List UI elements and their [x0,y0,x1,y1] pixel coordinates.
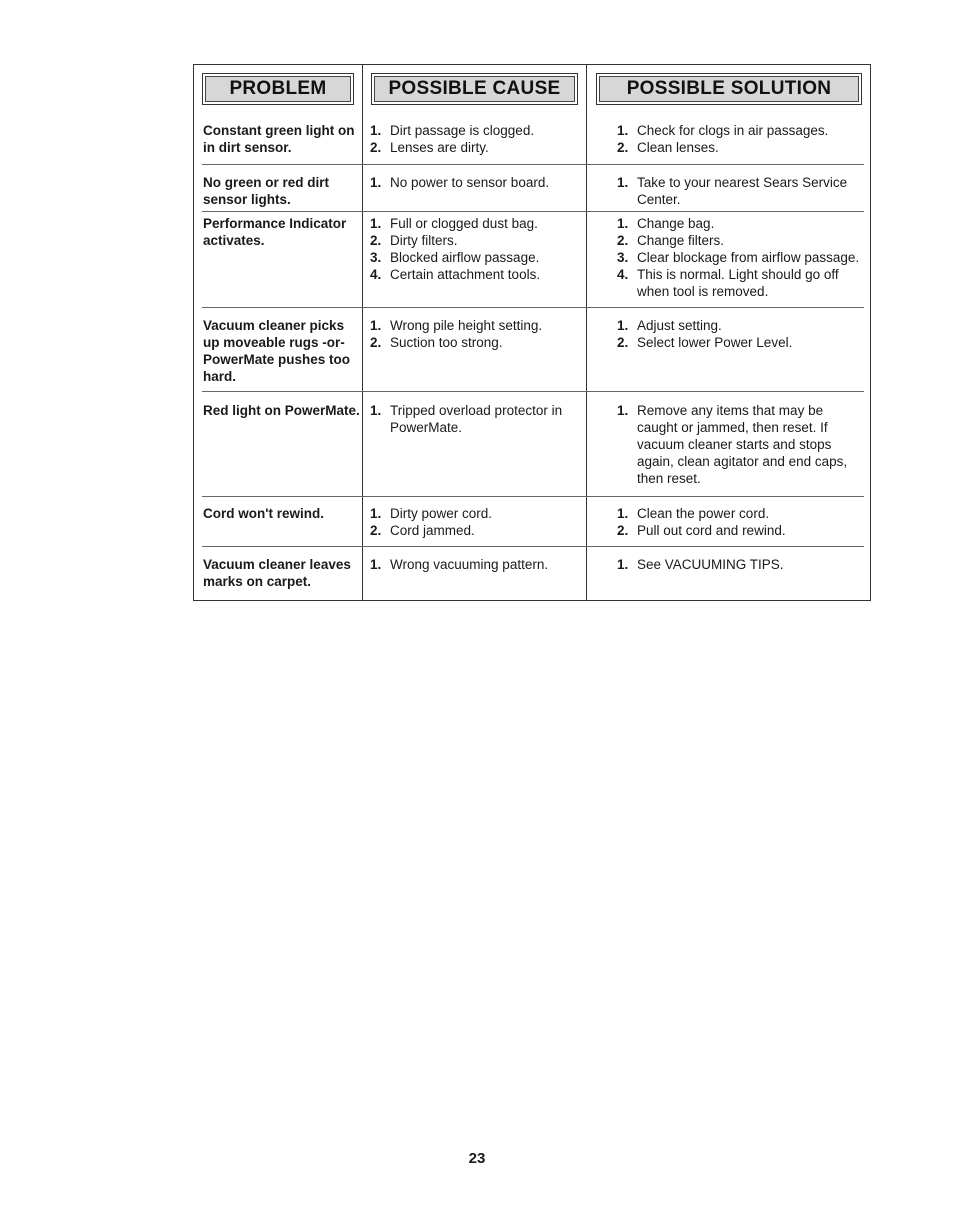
list-item: 1. Wrong pile height setting. [370,318,543,333]
list-item: 2. Select lower Power Level. [617,335,793,350]
troubleshooting-table [193,64,871,601]
problem-cell: No green or red dirt sensor lights. [203,175,330,207]
list-item: 1. No power to sensor board. [370,175,550,190]
cause-list [370,402,584,436]
problem-cell: Vacuum cleaner leaves marks on carpet. [203,557,351,589]
header-cause-label: POSSIBLE CAUSE [388,78,561,99]
cause-list [370,215,584,283]
list-item: 1. Take to your nearest Sears Service Center. [617,175,848,207]
list-item: 4. This is normal. Light should go off when tool is removed. [617,267,839,299]
problem-cell: Cord won't rewind. [203,506,324,521]
page-number: 23 [468,1150,486,1167]
list-item: 1. See VACUUMING TIPS. [617,557,784,572]
cause-list [370,505,584,539]
cause-list [370,174,584,191]
list-item: 1. Check for clogs in air passages. [617,123,829,138]
list-item: 3. Blocked airflow passage. [370,250,540,265]
list-item: 2. Pull out cord and rewind. [617,523,786,538]
header-possible-solution [596,73,862,105]
cause-list [370,317,584,351]
list-item: 2. Lenses are dirty. [370,140,489,155]
header-solution-label: POSSIBLE SOLUTION [626,78,832,99]
problem-cell: Red light on PowerMate. [203,403,360,418]
column-divider-cause [586,65,587,600]
cause-list [370,556,584,573]
list-item: 1. Clean the power cord. [617,506,770,521]
problem-cell: Vacuum cleaner picks up moveable rugs -or- PowerMate pushes too hard. [203,318,351,384]
list-item: 2. Cord jammed. [370,523,475,538]
solution-list [617,556,867,573]
list-item: 1. Full or clogged dust bag. [370,216,538,231]
list-item: 1. Dirty power cord. [370,506,493,521]
solution-list [617,174,867,208]
list-item: 1. Adjust setting. [617,318,722,333]
row-separator [202,546,864,547]
problem-cell: Performance Indicator activates. [203,216,347,248]
header-possible-cause [371,73,578,105]
list-item: 3. Clear blockage from airflow passage. [617,250,860,265]
row-separator [202,307,864,308]
header-problem-label: PROBLEM [229,78,327,99]
solution-list [617,317,867,351]
list-item: 1. Tripped overload protector in PowerMate. [370,403,563,435]
row-separator [202,391,864,392]
header-problem [202,73,354,105]
row-separator [202,164,864,165]
solution-list [617,505,867,539]
list-item: 1. Remove any items that may be caught or jammed, then reset. If vacuum cleaner starts and stops again, clean agitator and end caps, then reset. [617,403,848,486]
row-separator [202,211,864,212]
cause-list [370,122,584,156]
row-separator [202,496,864,497]
solution-list [617,215,867,300]
list-item: 2. Change filters. [617,233,725,248]
problem-cell: Constant green light on in dirt sensor. [203,123,355,155]
list-item: 2. Clean lenses. [617,140,719,155]
solution-list [617,402,867,487]
list-item: 2. Suction too strong. [370,335,503,350]
list-item: 1. Change bag. [617,216,715,231]
solution-list [617,122,867,156]
list-item: 1. Wrong vacuuming pattern. [370,557,549,572]
list-item: 2. Dirty filters. [370,233,458,248]
list-item: 1. Dirt passage is clogged. [370,123,535,138]
list-item: 4. Certain attachment tools. [370,267,541,282]
